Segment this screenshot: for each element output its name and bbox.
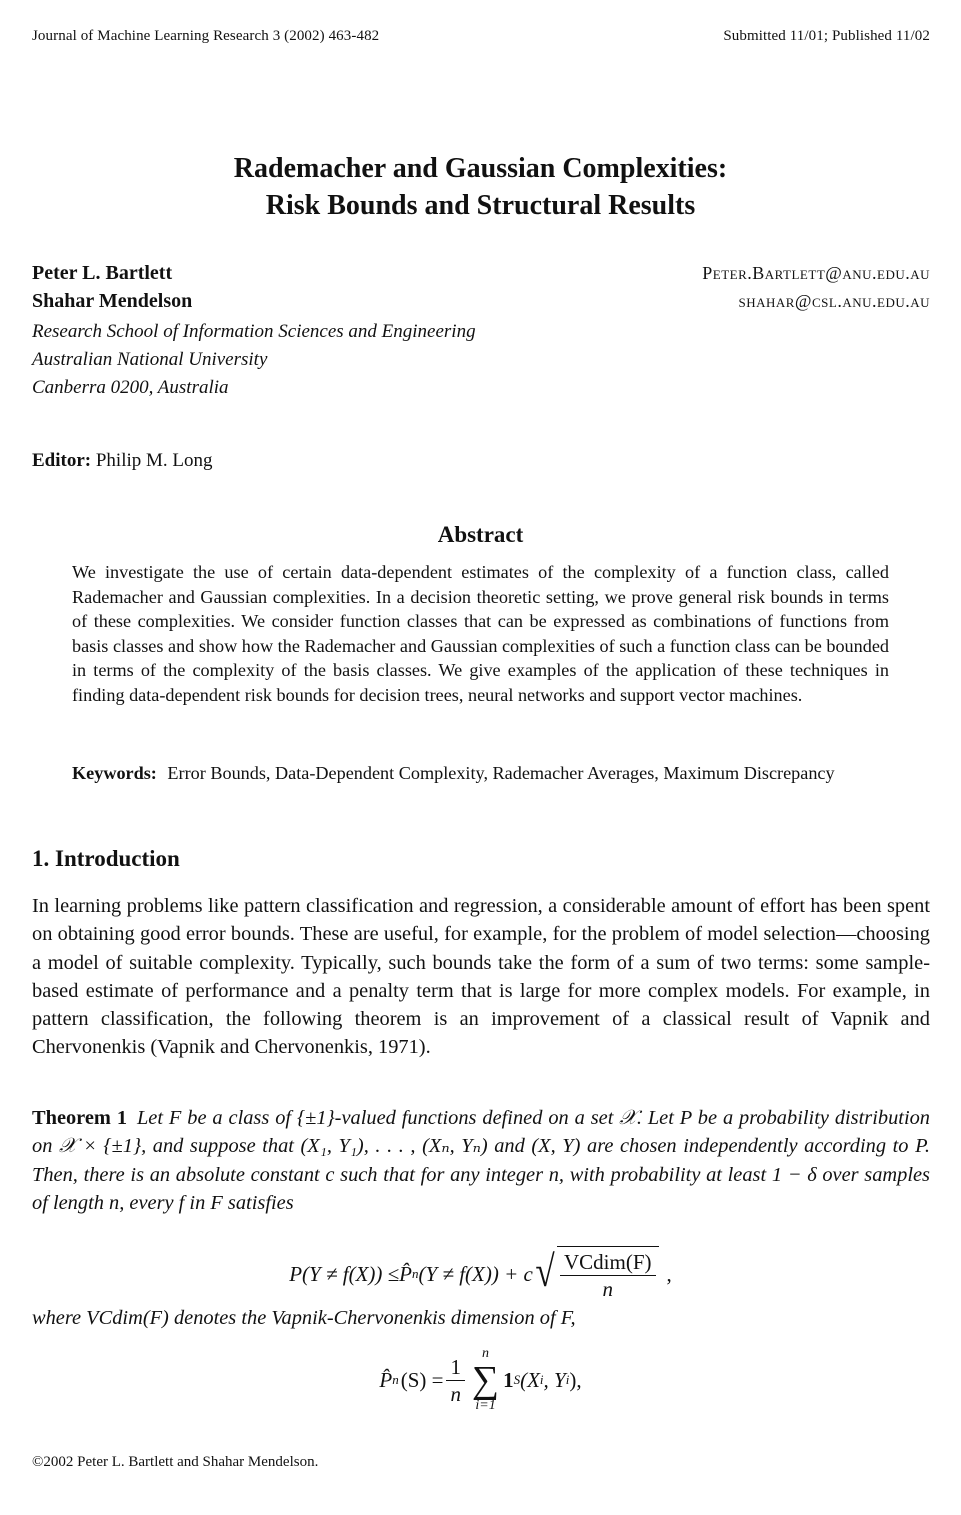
eq2-comma: , Y	[543, 1367, 566, 1392]
fraction-numerator: 1	[446, 1354, 465, 1381]
equation-empirical-measure	[0, 1346, 961, 1414]
fraction	[560, 1249, 656, 1302]
theorem-label: Theorem 1	[32, 1107, 128, 1129]
author-row	[32, 290, 930, 318]
sum-lower-limit: i=1	[475, 1398, 496, 1413]
eq1-lhs: P(Y ≠ f(X)) ≤	[289, 1261, 400, 1286]
where-clause: where VCdim(F) denotes the Vapnik-Chervonenkis dimension of F,	[32, 1307, 576, 1329]
author-email: shahar@csl.anu.edu.au	[738, 291, 930, 311]
journal-citation: Journal of Machine Learning Research 3 (2002) 463-482	[32, 28, 380, 44]
eq1-mid: (Y ≠ f(X)) + c	[418, 1261, 533, 1286]
eq2-lhs-rest: (S) =	[400, 1367, 444, 1392]
sqrt	[533, 1246, 659, 1302]
theorem-statement	[32, 1104, 930, 1217]
sum-upper-limit: n	[482, 1346, 490, 1361]
author-row	[32, 262, 930, 290]
running-header	[32, 28, 930, 45]
affiliation-line: Research School of Information Sciences and Engineering	[32, 321, 476, 342]
eq1-subscript: n	[412, 1266, 419, 1281]
eq2-tail: ),	[569, 1367, 582, 1392]
eq1-phat: P̂	[399, 1261, 412, 1286]
summation	[472, 1346, 499, 1414]
fraction	[446, 1354, 465, 1407]
intro-paragraph: In learning problems like pattern classification and regression, a considerable amount of effort has been spent on obtaining good error bounds. These are useful, for example, for the problem of model selection—choosing a model of suitable complexity. Typically, such bounds take the form of a sum of two terms: some sample-based estimate of performance and a penalty term that is large for more complex models. For example, in pattern classification, the following theorem is an improvement of a classical result of Vapnik and Chervonenkis (Vapnik and Chervonenkis, 1971).	[32, 895, 930, 1059]
affiliation	[32, 318, 930, 402]
copyright-footer: ©2002 Peter L. Bartlett and Shahar Mendelson.	[32, 1454, 319, 1470]
equation-risk-bound	[0, 1246, 961, 1302]
fraction-denominator: n	[602, 1277, 613, 1301]
sqrt-icon: √	[535, 1247, 555, 1296]
eq2-rest: (X	[520, 1367, 540, 1392]
fraction-numerator: VCdim(F)	[560, 1249, 656, 1276]
title-line-1: Rademacher and Gaussian Complexities:	[233, 153, 728, 184]
submission-dates: Submitted 11/01; Published 11/02	[723, 28, 930, 44]
section-heading: 1. Introduction	[32, 846, 180, 871]
sqrt-body	[557, 1246, 659, 1302]
indicator-symbol: 1	[503, 1367, 514, 1392]
indicator-subscript: S	[513, 1372, 521, 1387]
theorem-text: Let F be a class of {±1}-valued functions defined on a set 𝒳. Let P be a probability distribution on 𝒳 × {±1}, and suppose that (X₁, Y₁), . . . , (Xₙ, Yₙ) and (X, Y) are chosen independently according to P. Then, there is an absolute constant c such that for any integer n, with probability at least 1 − δ over samples of length n, every f in F satisfies	[32, 1107, 930, 1214]
author-name: Peter L. Bartlett	[32, 262, 173, 284]
keywords-list: Error Bounds, Data-Dependent Complexity, Rademacher Averages, Maximum Discrepancy	[167, 763, 835, 783]
author-block	[32, 262, 930, 402]
author-name: Shahar Mendelson	[32, 290, 193, 312]
affiliation-line: Canberra 0200, Australia	[32, 377, 229, 398]
sigma-icon: ∑	[471, 1359, 500, 1401]
title-line-2: Risk Bounds and Structural Results	[265, 190, 696, 221]
fraction-denominator: n	[450, 1381, 461, 1406]
keywords-label: Keywords:	[72, 763, 157, 783]
index-i: i	[565, 1372, 570, 1387]
abstract-text: We investigate the use of certain data-dependent estimates of the complexity of a function class, called Rademacher and Gaussian complexities. In a decision theoretic setting, we prove general risk bounds in terms of these complexities. We consider function classes that can be expressed as combinations of functions from basis classes and show how the Rademacher and Gaussian complexities of such a function class can be bounded in terms of the complexity of the basis classes. We give examples of the application of these techniques in finding data-dependent risk bounds for decision trees, neural networks and support vector machines.	[72, 562, 889, 705]
editor-line	[32, 450, 213, 472]
editor-label: Editor:	[32, 450, 92, 471]
author-email: Peter.Bartlett@anu.edu.au	[702, 263, 930, 283]
eq1-end: ,	[666, 1261, 672, 1286]
editor-name: Philip M. Long	[95, 450, 213, 471]
affiliation-line: Australian National University	[32, 349, 268, 370]
eq2-phat: P̂	[379, 1367, 393, 1392]
paper-title	[0, 150, 961, 224]
keywords	[72, 761, 889, 786]
eq2-subscript: n	[392, 1372, 399, 1387]
index-i: i	[539, 1372, 544, 1387]
abstract-heading: Abstract	[437, 522, 524, 547]
